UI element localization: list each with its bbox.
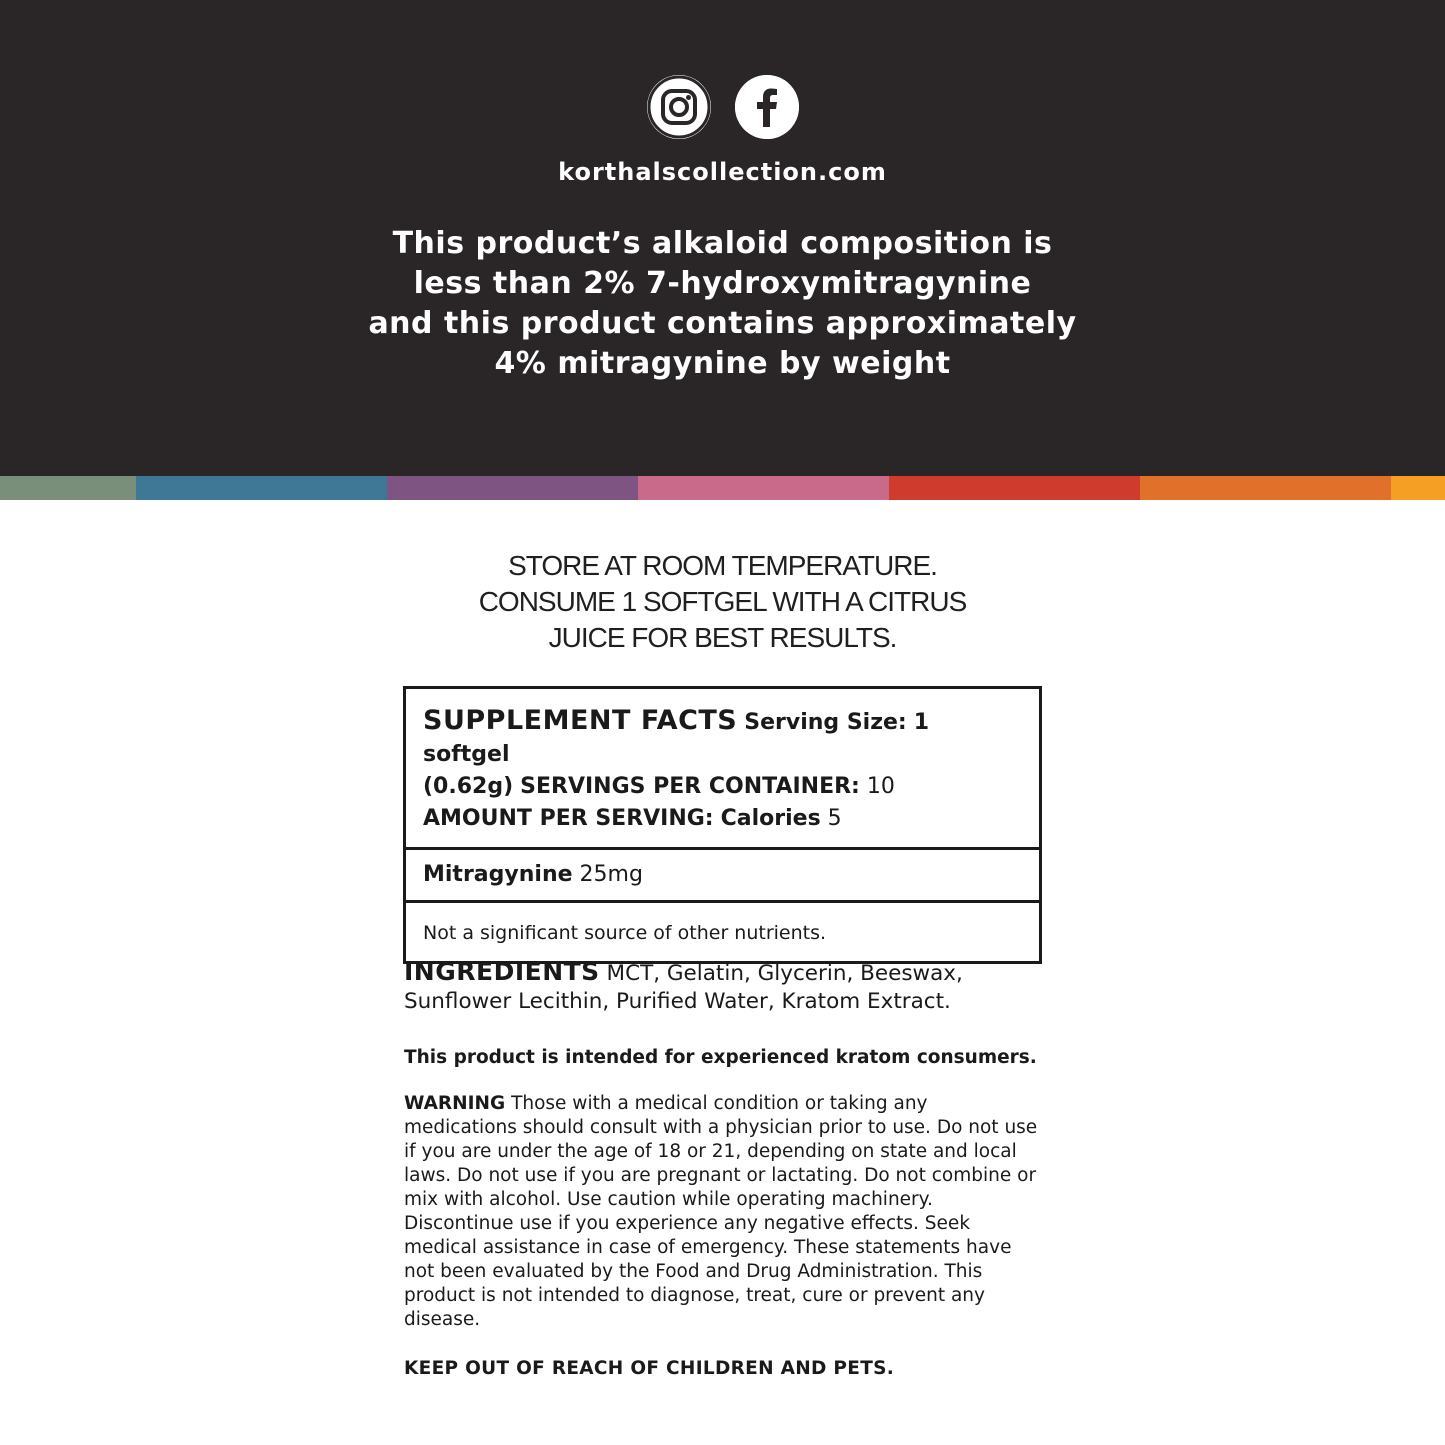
facts-title: SUPPLEMENT FACTS bbox=[423, 705, 738, 736]
calories-value: 5 bbox=[827, 806, 842, 831]
stripe-segment-blue bbox=[136, 476, 387, 500]
alkaloid-statement bbox=[0, 224, 1445, 384]
storage-line: CONSUME 1 SOFTGEL WITH A CITRUS bbox=[478, 586, 967, 617]
servings-label: SERVINGS PER CONTAINER: bbox=[520, 774, 860, 799]
ingredients bbox=[404, 958, 1044, 1016]
serving-size-value: 1 softgel bbox=[423, 710, 930, 767]
facts-note: Not a significant source of other nutrients. bbox=[423, 922, 827, 944]
keep-out-notice: KEEP OUT OF REACH OF CHILDREN AND PETS. bbox=[404, 1358, 895, 1379]
stripe-segment-orange bbox=[1140, 476, 1391, 500]
facebook-icon[interactable] bbox=[735, 75, 799, 139]
ingredients-label: INGREDIENTS bbox=[404, 957, 600, 986]
stripe-segment-yellow bbox=[1391, 476, 1445, 500]
stripe-segment-sage bbox=[0, 476, 136, 500]
intended-notice: This product is intended for experienced kratom consumers. bbox=[404, 1047, 1037, 1068]
amount-label: AMOUNT PER SERVING: bbox=[423, 806, 714, 831]
serving-size-label: Serving Size: bbox=[744, 710, 907, 735]
alkaloid-line: 4% mitragynine by weight bbox=[494, 346, 951, 381]
ingredients-text: MCT, Gelatin, Glycerin, Beeswax, Sunflower Lecithin, Purified Water, Kratom Extract. bbox=[404, 961, 963, 1014]
alkaloid-line: This product’s alkaloid composition is bbox=[392, 226, 1053, 261]
storage-instructions bbox=[0, 548, 1445, 656]
supplement-facts-panel bbox=[403, 686, 1042, 964]
alkaloid-line: and this product contains approximately bbox=[368, 306, 1077, 341]
nutrient-name: Mitragynine bbox=[423, 862, 573, 887]
servings-value: 10 bbox=[866, 774, 895, 799]
nutrient-row bbox=[406, 850, 1039, 903]
stripe-segment-red bbox=[889, 476, 1140, 500]
instagram-icon[interactable] bbox=[647, 75, 711, 139]
alkaloid-line: less than 2% 7-hydroxymitragynine bbox=[413, 266, 1032, 301]
facts-header bbox=[406, 689, 1039, 850]
warning-text: Those with a medical condition or taking any medications should consult with a physician prior to use. Do not use if you are under the age of 18 or 21, depending on state and local laws. Do not use if you are pregnant or lactating. Do not combine or mix with alcohol. Use caution while operating machinery. Discontinue use if you experience any negative effects. Seek medical assistance in case of emergency. These statements have not been evaluated by the Food and Drug Administration. This product is not intended to diagnose, treat, cure or prevent any disease. bbox=[404, 1093, 1038, 1330]
stripe-segment-pink bbox=[638, 476, 889, 500]
header-panel bbox=[0, 0, 1445, 476]
warning bbox=[404, 1092, 1044, 1332]
color-stripe bbox=[0, 476, 1445, 500]
social-links bbox=[0, 75, 1445, 139]
website-link[interactable]: korthalscollection.com bbox=[558, 158, 887, 186]
nutrient-amount: 25mg bbox=[579, 862, 643, 887]
storage-line: STORE AT ROOM TEMPERATURE. bbox=[508, 550, 937, 581]
warning-label: WARNING bbox=[404, 1093, 506, 1114]
stripe-segment-purple bbox=[387, 476, 638, 500]
calories-label: Calories bbox=[720, 806, 821, 831]
storage-line: JUICE FOR BEST RESULTS. bbox=[548, 622, 897, 653]
serving-weight: (0.62g) bbox=[423, 774, 514, 799]
